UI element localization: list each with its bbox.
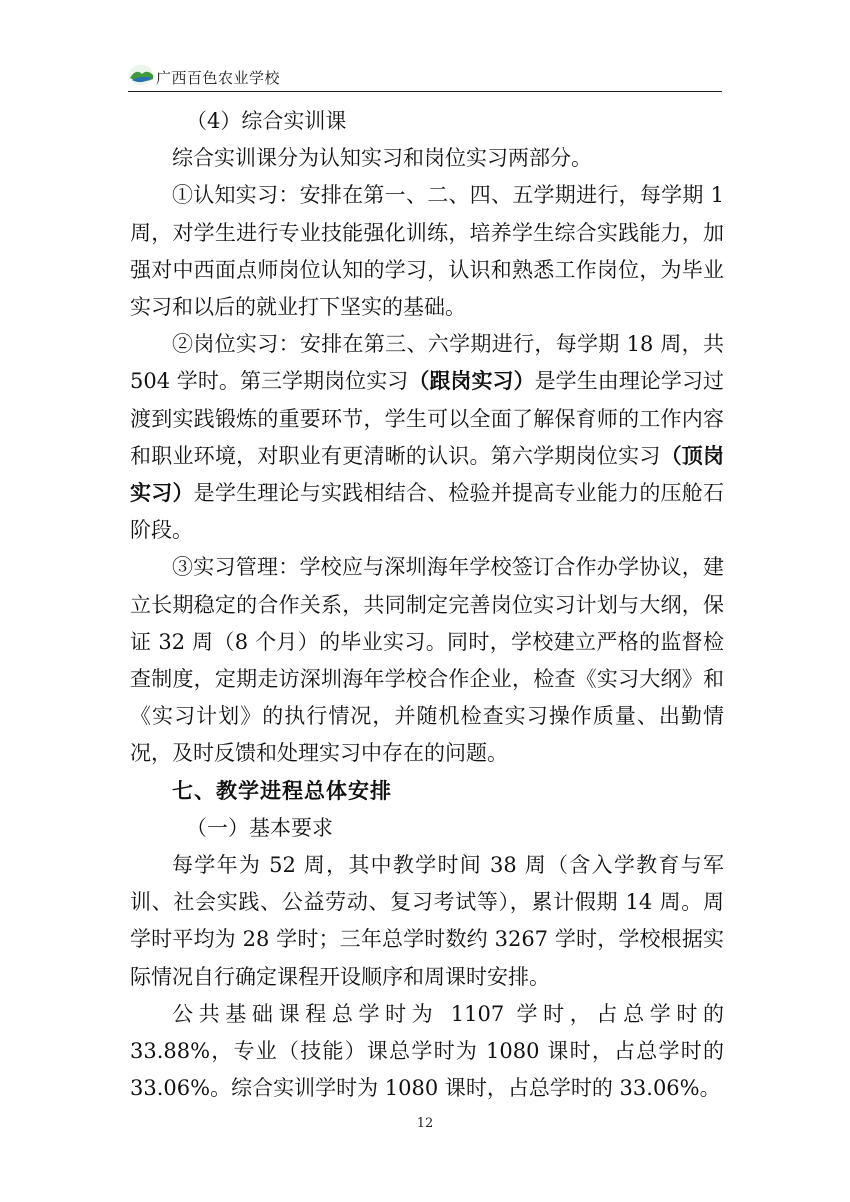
hours-ratio-paragraph: 公共基础课程总学时为 1107 学时，占总学时的 33.88%，专业（技能）课总学时为 1080 课时，占总学时的 33.06%。综合实训学时为 1080 课时，占总学时的 33.06%。 [130, 1001, 724, 1101]
school-name: 广西百色农业学校 [156, 69, 281, 87]
internship-management-paragraph: ③实习管理：学校应与深圳海年学校签订合作办学协议，建立长期稳定的合作关系，共同制定完善岗位实习计划与大纲，保证 32 周（8 个月）的毕业实习。同时，学校建立严格的监督检查制度，定期走访深圳海年学校合作企业，检查《实习大纲》和《实习计划》的执行情况，并随机检查实习操作质量、出勤情况，及时反馈和处理实习中存在的问题。 [130, 555, 724, 766]
post-internship-paragraph [130, 326, 724, 549]
post-internship-text-3: 是学生理论与实践相结合、检验并提高专业能力的压舱石阶段。 [130, 481, 725, 543]
subsection-heading-basic: （一）基本要求 [186, 815, 333, 840]
intro-paragraph: 综合实训课分为认知实习和岗位实习两部分。 [172, 146, 592, 171]
page-number: 12 [416, 1116, 434, 1131]
page-header [128, 60, 722, 94]
cognitive-internship-paragraph: ①认知实习：安排在第一、二、四、五学期进行，每学期 1 周，对学生进行专业技能强化训练，培养学生综合实践能力，加强对中西面点师岗位认知的学习，认识和熟悉工作岗位，为毕业实习和以后的就业打下坚实的基础。 [130, 183, 724, 320]
header-divider [128, 91, 722, 92]
full-internship-label: （顶岗实习） [130, 443, 725, 506]
section-heading-7: 七、教学进程总体安排 [172, 778, 392, 803]
school-logo-icon [128, 62, 154, 88]
section-heading-4: （4）综合实训课 [186, 109, 347, 133]
post-internship-text-2: 是学生由理论学习过渡到实践锻炼的重要环节，学生可以全面了解保育师的工作内容和职业环境，对职业有更清晰的认识。第六学期岗位实习 [130, 369, 725, 468]
shadow-internship-label: （跟岗实习） [408, 369, 535, 394]
post-internship-text-1: ②岗位实习：安排在第三、六学期进行，每学期 18 周，共 504 学时。第三学期岗位实习 [130, 332, 724, 394]
document-body [130, 103, 724, 1107]
basic-requirements-paragraph: 每学年为 52 周，其中教学时间 38 周（含入学教育与军训、社会实践、公益劳动、复习考试等），累计假期 14 周。周学时平均为 28 学时；三年总学时数约 3267 学时，学校根据实际情况自行确定课程开设顺序和周课时安排。 [130, 853, 724, 989]
